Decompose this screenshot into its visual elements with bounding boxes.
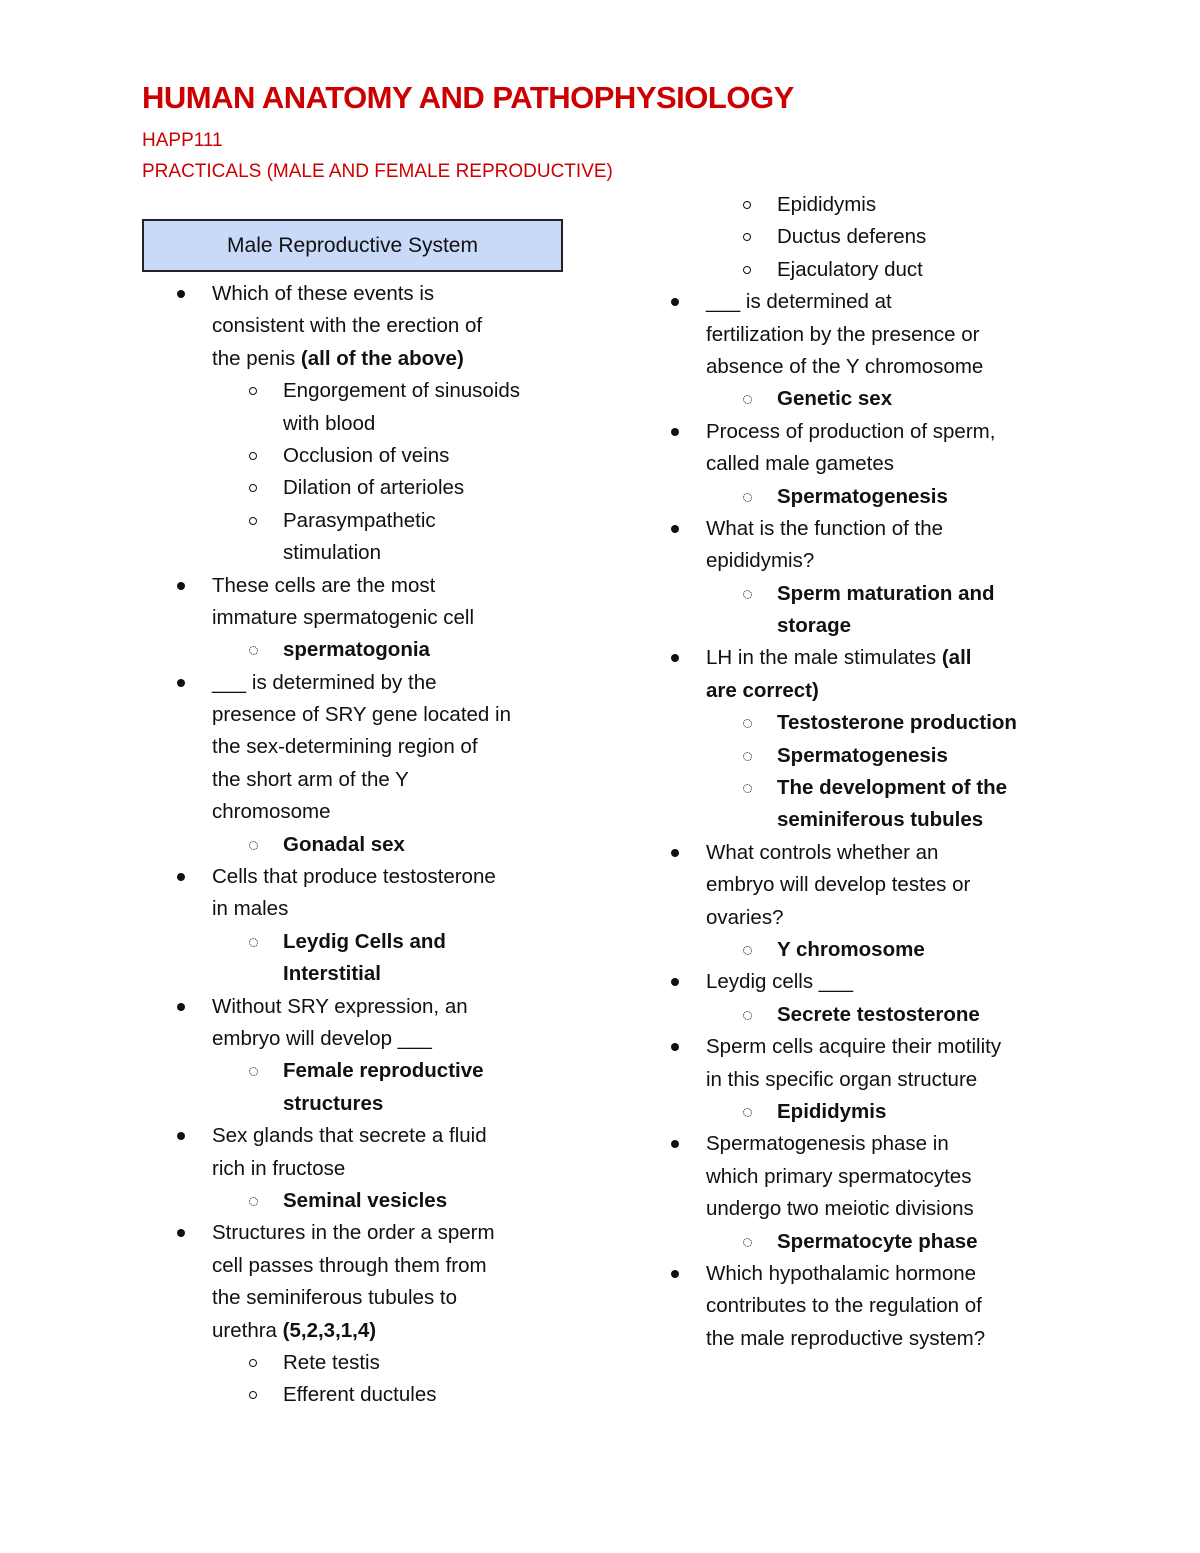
list-line — [0, 1096, 1200, 1128]
line-text: The development of the — [777, 776, 1008, 800]
line-text: Ductus deferens — [777, 225, 927, 249]
list-line — [0, 934, 1200, 966]
list-line — [0, 1290, 1200, 1322]
line-text: Spermatogenesis — [777, 743, 948, 767]
list-line — [0, 351, 1200, 383]
question-text — [706, 966, 853, 998]
line-text: LH in the male stimulates — [706, 646, 942, 670]
line-text: urethra — [212, 1318, 283, 1342]
line-text: called male gametes — [706, 452, 895, 476]
answer-text — [777, 772, 1007, 804]
list-line — [0, 966, 1200, 998]
list-line — [0, 1258, 1200, 1290]
line-text: spermatogonia — [283, 638, 430, 662]
list-line — [0, 740, 1200, 772]
hollow-bullet-icon — [743, 266, 751, 274]
line-text: Seminal vesicles — [283, 1188, 448, 1212]
list-line — [0, 1128, 1200, 1160]
dotted-bullet-icon — [743, 395, 752, 404]
question-text — [706, 675, 819, 707]
line-text: Rete testis — [283, 1350, 380, 1374]
list-line — [0, 513, 1200, 545]
line-text: chromosome — [212, 800, 331, 824]
list-line — [0, 772, 1200, 804]
line-text: Leydig Cells and — [283, 929, 446, 953]
list-line — [0, 642, 1200, 674]
list-line — [0, 1323, 1200, 1355]
question-text — [706, 1161, 971, 1193]
bullet-icon — [671, 978, 679, 986]
line-text: embryo will develop testes or — [706, 873, 971, 897]
bullet-icon — [671, 1140, 679, 1148]
option-text — [283, 1379, 436, 1411]
question-text — [706, 837, 938, 869]
bullet-icon — [671, 849, 679, 857]
answer-inline: (5,2,3,1,4) — [282, 1318, 377, 1342]
line-text: in this specific organ structure — [706, 1067, 978, 1091]
line-text: Process of production of sperm, — [706, 419, 996, 443]
hollow-bullet-icon — [743, 201, 751, 209]
list-line — [0, 869, 1200, 901]
line-text: Interstitial — [283, 962, 381, 986]
hollow-bullet-icon — [743, 233, 751, 241]
line-text: Which of these events is — [212, 282, 435, 305]
option-text — [777, 221, 926, 253]
line-text: ovaries? — [706, 905, 784, 929]
question-text — [706, 1128, 949, 1160]
line-text: are correct) — [706, 678, 819, 702]
line-text: Structures in the order a sperm — [212, 1221, 495, 1245]
line-text: What is the function of the — [706, 516, 944, 540]
hollow-bullet-icon — [249, 1359, 257, 1367]
line-text: Engorgement of sinusoids — [283, 379, 521, 403]
line-text: the male reproductive system? — [706, 1326, 986, 1350]
line-text: which primary spermatocytes — [706, 1164, 972, 1188]
line-text: Without SRY expression, an — [212, 994, 468, 1018]
dotted-bullet-icon — [743, 1238, 752, 1247]
list-line — [0, 1379, 600, 1411]
line-text: undergo two meiotic divisions — [706, 1197, 974, 1221]
question-text — [706, 351, 983, 383]
line-text: absence of the Y chromosome — [706, 354, 984, 378]
answer-inline: (all of the above) — [300, 346, 464, 370]
line-text: storage — [777, 614, 852, 638]
right-column — [0, 189, 1200, 1355]
section-header-label: Male Reproductive System — [227, 233, 478, 257]
line-text: contributes to the regulation of — [706, 1294, 982, 1318]
list-line — [0, 545, 1200, 577]
line-text: embryo will develop ___ — [212, 1026, 432, 1050]
line-text: Spermatogenesis — [777, 484, 948, 508]
answer-text — [777, 999, 980, 1031]
question-text — [706, 1193, 974, 1225]
line-text: rich in fructose — [212, 1156, 346, 1180]
line-text: Sex glands that secrete a fluid — [212, 1124, 487, 1148]
question-text — [706, 1290, 982, 1322]
dotted-bullet-icon — [743, 1108, 752, 1117]
line-text: Secrete testosterone — [777, 1002, 980, 1026]
line-text: Gonadal sex — [283, 832, 405, 856]
line-text: Leydig cells ___ — [706, 970, 854, 994]
list-line — [0, 675, 1200, 707]
dotted-bullet-icon — [743, 752, 752, 761]
list-line — [0, 254, 1200, 286]
answer-inline: (all — [941, 646, 972, 670]
question-text — [706, 1258, 976, 1290]
question-text — [706, 513, 943, 545]
line-text: Genetic sex — [777, 387, 893, 411]
line-text: ___ is determined by the — [212, 670, 437, 694]
list-line — [0, 837, 1200, 869]
dotted-bullet-icon — [743, 1011, 752, 1020]
course-code: HAPP111 — [142, 130, 223, 151]
document-subtitle: PRACTICALS (MALE AND FEMALE REPRODUCTIVE) — [142, 161, 613, 182]
line-text: Parasympathetic — [283, 508, 436, 532]
document-title: HUMAN ANATOMY AND PATHOPHYSIOLOGY — [142, 80, 794, 115]
line-text: stimulation — [283, 541, 381, 565]
line-text: ___ is determined at — [706, 290, 892, 314]
line-text: Ejaculatory duct — [777, 257, 923, 281]
line-text: Sperm maturation and — [777, 581, 995, 605]
line-text: cell passes through them from — [212, 1253, 487, 1277]
answer-text — [777, 481, 948, 513]
list-line — [0, 319, 1200, 351]
list-line — [0, 286, 1200, 318]
line-text: What controls whether an — [706, 840, 939, 864]
question-text — [706, 1323, 985, 1355]
bullet-icon — [671, 1043, 679, 1051]
line-text: seminiferous tubules — [777, 808, 984, 832]
line-text: Which hypothalamic hormone — [706, 1261, 977, 1285]
list-line — [0, 383, 1200, 415]
list-line — [0, 1161, 1200, 1193]
option-text — [777, 254, 923, 286]
answer-text — [777, 804, 983, 836]
line-text: consistent with the erection of — [212, 314, 483, 338]
question-text — [706, 642, 971, 674]
question-text — [706, 869, 970, 901]
line-text: the short arm of the Y — [212, 767, 409, 791]
line-text: Female reproductive — [283, 1059, 484, 1083]
list-line — [0, 221, 1200, 253]
line-text: the seminiferous tubules to — [212, 1286, 457, 1310]
question-text — [706, 286, 892, 318]
answer-text — [777, 934, 925, 966]
bullet-icon — [671, 298, 679, 306]
line-text: Dilation of arterioles — [283, 476, 465, 500]
line-text: fertilization by the presence or — [706, 322, 980, 346]
line-text: Occlusion of veins — [283, 443, 450, 467]
answer-text — [777, 740, 948, 772]
list-line — [0, 902, 1200, 934]
line-text: Spermatogenesis phase in — [706, 1132, 949, 1156]
dotted-bullet-icon — [743, 719, 752, 728]
line-text: the sex-determining region of — [212, 735, 478, 759]
dotted-bullet-icon — [743, 946, 752, 955]
hollow-bullet-icon — [249, 1391, 257, 1399]
list-line — [0, 804, 1200, 836]
list-line — [0, 1064, 1200, 1096]
line-text: Y chromosome — [777, 937, 925, 961]
bullet-icon — [671, 1270, 679, 1278]
question-text — [706, 448, 894, 480]
line-text: presence of SRY gene located in — [212, 703, 511, 727]
list-line — [0, 1193, 1200, 1225]
line-text: the penis — [212, 346, 301, 370]
dotted-bullet-icon — [743, 784, 752, 793]
question-text — [706, 416, 995, 448]
line-text: These cells are the most — [212, 573, 436, 597]
list-line — [0, 448, 1200, 480]
list-line — [0, 999, 1200, 1031]
list-line — [0, 610, 1200, 642]
list-line — [0, 481, 1200, 513]
line-text: Testosterone production — [777, 711, 1017, 735]
answer-text — [777, 383, 892, 415]
question-text — [706, 319, 979, 351]
bullet-icon — [671, 428, 679, 436]
answer-text — [777, 1226, 978, 1258]
line-text: with blood — [283, 411, 376, 435]
list-line — [0, 578, 1200, 610]
line-text: Cells that produce testosterone — [212, 865, 496, 889]
list-line — [0, 1031, 1200, 1063]
line-text: Epididymis — [777, 193, 877, 216]
answer-text — [777, 707, 1017, 739]
question-text — [706, 1064, 977, 1096]
answer-text — [777, 610, 851, 642]
line-text: Spermatocyte phase — [777, 1229, 978, 1253]
bullet-icon — [671, 654, 679, 662]
bullet-icon — [671, 525, 679, 533]
line-text: structures — [283, 1091, 384, 1115]
list-line — [0, 416, 1200, 448]
line-text: immature spermatogenic cell — [212, 605, 475, 629]
list-line — [0, 707, 1200, 739]
line-text: Sperm cells acquire their motility — [706, 1035, 1002, 1059]
list-line — [0, 189, 1200, 221]
answer-text — [777, 578, 995, 610]
line-text: epididymis? — [706, 549, 815, 573]
question-text — [706, 545, 814, 577]
option-text — [777, 189, 876, 221]
dotted-bullet-icon — [743, 493, 752, 502]
dotted-bullet-icon — [743, 590, 752, 599]
line-text: Efferent ductules — [283, 1383, 437, 1407]
list-line — [0, 1226, 1200, 1258]
line-text: Epididymis — [777, 1099, 887, 1123]
answer-text — [777, 1096, 886, 1128]
line-text: in males — [212, 897, 289, 921]
question-text — [706, 902, 784, 934]
question-text — [706, 1031, 1001, 1063]
